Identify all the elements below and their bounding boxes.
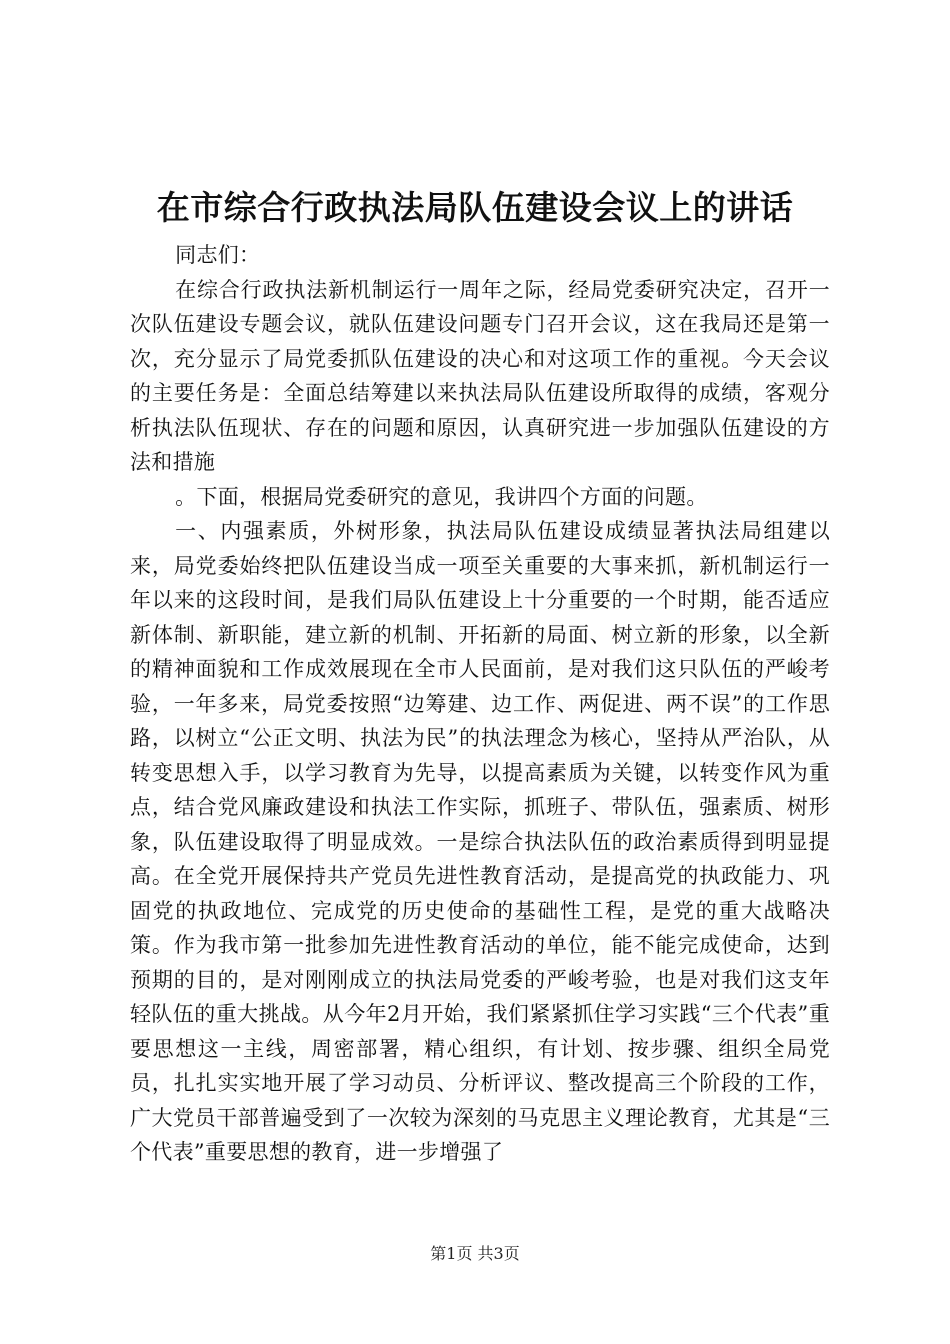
- greeting: 同志们：: [175, 243, 261, 267]
- paragraph: 。下面，根据局党委研究的意见，我讲四个方面的问题。: [175, 484, 708, 509]
- paragraph: 一、内强素质，外树形象，执法局队伍建设成绩显著执法局组建以来，局党委始终把队伍建设当成一项至关重要的大事来抓，新机制运行一年以来的这段时间，是我们局队伍建设上十分重要的一个时期，能否适应新体制、新职能，建立新的机制、开拓新的局面、树立新的形象，以全新的精神面貌和工作成效展现在全市人民面前，是对我们这只队伍的严峻考验，一年多来，局党委按照“边筹建、边工作、两促进、两不误”的工作思路，以树立“公正文明、执法为民”的执法理念为核心，坚持从严治队，从转变思想入手，以学习教育为先导，以提高素质为关键，以转变作风为重点，结合党风廉政建设和执法工作实际，抓班子、带队伍，强素质、树形象，队伍建设取得了明显成效。一是综合执法队伍的政治素质得到明显提高。在全党开展保持共产党员先进性教育活动，是提高党的执政能力、巩固党的执政地位、完成党的历史使命的基础性工程，是党的重大战略决策。作为我市第一批参加先进性教育活动的单位，能不能完成使命，达到预期的目的，是对刚刚成立的执法局党委的严峻考验，也是对我们这支年轻队伍的重大挑战。从今年2月开始，我们紧紧抓住学习实践“三个代表”重要思想这一主线，周密部署，精心组织，有计划、按步骤、组织全局党员，扎扎实实地开展了学习动员、分析评议、整改提高三个阶段的工作，广大党员干部普遍受到了一次较为深刻的马克思主义理论教育，尤其是“三个代表”重要思想的教育，进一步增强了: [130, 519, 830, 1164]
- page-footer: [0, 1242, 950, 1266]
- document-body: [130, 238, 830, 1170]
- page-number: 第1页 共3页: [430, 1244, 520, 1263]
- document-title: 在市综合行政执法局队伍建设会议上的讲话: [156, 188, 794, 227]
- paragraph: 在综合行政执法新机制运行一周年之际，经局党委研究决定，召开一次队伍建设专题会议，就队伍建设问题专门召开会议，这在我局还是第一次，充分显示了局党委抓队伍建设的决心和对这项工作的重视。今天会议的主要任务是：全面总结筹建以来执法局队伍建设所取得的成绩，客观分析执法队伍现状、存在的问题和原因，认真研究进一步加强队伍建设的方法和措施: [130, 277, 830, 474]
